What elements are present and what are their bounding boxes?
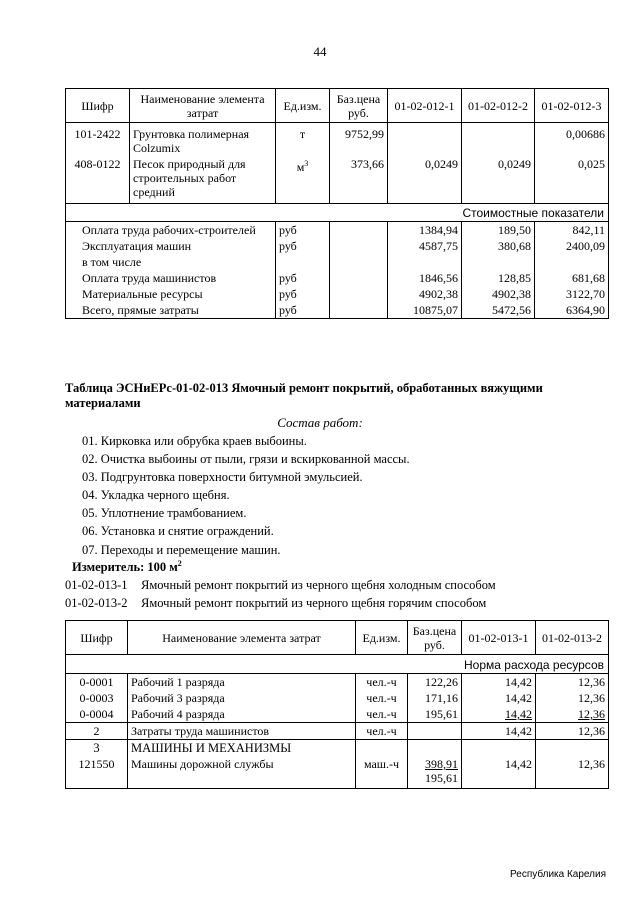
cell-value: 0,025 bbox=[535, 156, 609, 204]
header-col3: 01-02-012-3 bbox=[535, 89, 609, 123]
cell-unit bbox=[276, 156, 330, 204]
header-unit: Ед.изм. bbox=[276, 89, 330, 123]
cell-price bbox=[408, 756, 462, 788]
list-item: 03. Подгрунтовка поверхности битумной эмульсией. bbox=[82, 470, 363, 485]
cell-value bbox=[536, 740, 609, 757]
cell-price bbox=[330, 286, 388, 302]
header-name: Наименование элемента затрат bbox=[130, 89, 276, 123]
table-row bbox=[66, 740, 609, 757]
cell-name: Машины дорожной службы bbox=[128, 756, 356, 788]
footer-region: Республика Карелия bbox=[510, 869, 606, 880]
cell-unit: руб bbox=[276, 270, 330, 286]
cell-name: Рабочий 1 разряда bbox=[128, 674, 356, 691]
cell-price bbox=[330, 222, 388, 239]
cell-name: Рабочий 4 разряда bbox=[128, 706, 356, 723]
cell-value: 6364,90 bbox=[535, 302, 609, 319]
list-item: 07. Переходы и перемещение машин. bbox=[82, 542, 281, 557]
cell-name: Материальные ресурсы bbox=[66, 286, 276, 302]
cell-name: МАШИНЫ И МЕХАНИЗМЫ bbox=[128, 740, 356, 757]
cell-unit: руб bbox=[276, 222, 330, 239]
price-previous: 195,61 bbox=[425, 771, 458, 785]
header-col2: 01-02-013-2 bbox=[536, 621, 609, 655]
measure-superscript: 2 bbox=[177, 559, 182, 568]
cell-value bbox=[462, 740, 536, 757]
header-name: Наименование элемента затрат bbox=[128, 621, 356, 655]
cell-name: Песок природный для строительных работ средний bbox=[130, 156, 276, 204]
cell-price: 171,16 bbox=[408, 690, 462, 706]
header-col2: 01-02-012-2 bbox=[462, 89, 535, 123]
table-row bbox=[66, 690, 609, 706]
cell-price bbox=[408, 740, 462, 757]
measure-line bbox=[72, 559, 182, 575]
variant-line bbox=[65, 596, 486, 611]
cell-unit: руб bbox=[276, 302, 330, 319]
variant-code: 01-02-013-1 bbox=[65, 578, 128, 592]
cell-value: 2400,09 bbox=[535, 238, 609, 254]
cell-code: 101-2422 bbox=[66, 123, 130, 157]
cell-value: 12,36 bbox=[536, 674, 609, 691]
table-row bbox=[66, 123, 609, 157]
cell-value: 12,36 bbox=[536, 690, 609, 706]
cell-unit: маш.-ч bbox=[356, 756, 408, 788]
cell-price: 373,66 bbox=[330, 156, 388, 204]
measure-label: Измеритель: 100 м bbox=[72, 560, 178, 575]
variant-text: Ямочный ремонт покрытий из черного щебня холодным способом bbox=[141, 578, 496, 592]
list-item: 02. Очистка выбоины от пыли, грязи и вскиркованной массы. bbox=[82, 452, 410, 467]
cell-price: 9752,99 bbox=[330, 123, 388, 157]
cell-price bbox=[330, 254, 388, 270]
cell-unit: чел.-ч bbox=[356, 706, 408, 723]
cell-value: 12,36 bbox=[536, 706, 609, 723]
cell-value: 842,11 bbox=[535, 222, 609, 239]
cell-code: 408-0122 bbox=[66, 156, 130, 204]
cell-value: 14,42 bbox=[462, 690, 536, 706]
cell-unit: руб bbox=[276, 238, 330, 254]
header-price: Баз.цена руб. bbox=[408, 621, 462, 655]
cell-value: 128,85 bbox=[462, 270, 535, 286]
cell-unit: т bbox=[276, 123, 330, 157]
table-row bbox=[66, 756, 609, 788]
cell-name: Грунтовка полимерная Colzumix bbox=[130, 123, 276, 157]
list-item: 06. Установка и снятие ограждений. bbox=[82, 524, 274, 539]
cell-value bbox=[462, 254, 535, 270]
cell-value: 14,42 bbox=[462, 756, 536, 788]
cell-value: 10875,07 bbox=[388, 302, 462, 319]
cell-code: 0-0003 bbox=[66, 690, 128, 706]
table-row bbox=[66, 674, 609, 691]
list-item: 04. Укладка черного щебня. bbox=[82, 488, 230, 503]
cell-unit: чел.-ч bbox=[356, 674, 408, 691]
table-row bbox=[66, 286, 609, 302]
cell-unit: чел.-ч bbox=[356, 723, 408, 740]
cell-value: 189,50 bbox=[462, 222, 535, 239]
cell-name: в том числе bbox=[66, 254, 276, 270]
cell-value: 14,42 bbox=[462, 706, 536, 723]
cell-price bbox=[330, 238, 388, 254]
cell-price: 195,61 bbox=[408, 706, 462, 723]
table-row bbox=[66, 156, 609, 204]
cell-value bbox=[388, 123, 462, 157]
table-title: Таблица ЭСНиЕРс-01-02-013 Ямочный ремонт покрытий, обработанных вяжущими материалами bbox=[65, 381, 543, 410]
cell-value: 681,68 bbox=[535, 270, 609, 286]
cell-name: Затраты труда машинистов bbox=[128, 723, 356, 740]
table-row bbox=[66, 723, 609, 740]
cell-price bbox=[330, 270, 388, 286]
header-col1: 01-02-012-1 bbox=[388, 89, 462, 123]
resource-table-013 bbox=[65, 620, 609, 789]
variant-text: Ямочный ремонт покрытий из черного щебня горячим способом bbox=[141, 596, 487, 610]
cell-unit bbox=[276, 254, 330, 270]
cell-value bbox=[388, 254, 462, 270]
cell-value: 380,68 bbox=[462, 238, 535, 254]
cell-name: Оплата труда рабочих-строителей bbox=[66, 222, 276, 239]
cell-value: 0,0249 bbox=[388, 156, 462, 204]
cell-value: 14,42 bbox=[462, 723, 536, 740]
table-row bbox=[66, 270, 609, 286]
table-row bbox=[66, 254, 609, 270]
cell-name: Эксплуатация машин bbox=[66, 238, 276, 254]
header-code: Шифр bbox=[66, 89, 130, 123]
cell-value: 12,36 bbox=[536, 723, 609, 740]
cell-unit: чел.-ч bbox=[356, 690, 408, 706]
cell-code: 121550 bbox=[66, 756, 128, 788]
cell-code: 0-0004 bbox=[66, 706, 128, 723]
works-list bbox=[82, 432, 410, 559]
cell-value: 14,42 bbox=[462, 674, 536, 691]
cell-code: 3 bbox=[66, 740, 128, 757]
cell-value bbox=[535, 254, 609, 270]
variant-code: 01-02-013-2 bbox=[65, 596, 128, 610]
cell-unit bbox=[356, 740, 408, 757]
list-item: 01. Кирковка или обрубка краев выбоины. bbox=[82, 434, 307, 448]
cell-value: 1384,94 bbox=[388, 222, 462, 239]
cell-value: 4902,38 bbox=[388, 286, 462, 302]
table-row bbox=[66, 222, 609, 239]
works-title: Состав работ: bbox=[277, 415, 363, 430]
list-item: 05. Уплотнение трамбованием. bbox=[82, 506, 247, 521]
cell-price bbox=[408, 723, 462, 740]
cell-value: 12,36 bbox=[536, 756, 609, 788]
cell-price bbox=[330, 302, 388, 319]
cell-value: 5472,56 bbox=[462, 302, 535, 319]
section-note-row bbox=[66, 204, 609, 222]
price-current: 398,91 bbox=[425, 757, 458, 771]
cell-name: Рабочий 3 разряда bbox=[128, 690, 356, 706]
unit-text: м bbox=[296, 160, 305, 174]
page-number: 44 bbox=[313, 44, 327, 59]
cell-name: Оплата труда машинистов bbox=[66, 270, 276, 286]
section-note: Норма расхода ресурсов bbox=[66, 655, 609, 674]
section-note: Стоимостные показатели bbox=[66, 204, 609, 222]
cell-value: 0,0249 bbox=[462, 156, 535, 204]
cell-name: Всего, прямые затраты bbox=[66, 302, 276, 319]
cell-value: 4902,38 bbox=[462, 286, 535, 302]
cell-value: 1846,56 bbox=[388, 270, 462, 286]
header-unit: Ед.изм. bbox=[356, 621, 408, 655]
cell-code: 0-0001 bbox=[66, 674, 128, 691]
table-row bbox=[66, 706, 609, 723]
cell-value: 0,00686 bbox=[535, 123, 609, 157]
table-row bbox=[66, 302, 609, 319]
table-header-row bbox=[66, 621, 609, 655]
cell-value bbox=[462, 123, 535, 157]
variant-line bbox=[65, 578, 496, 593]
cell-price: 122,26 bbox=[408, 674, 462, 691]
cell-code: 2 bbox=[66, 723, 128, 740]
cell-value: 4587,75 bbox=[388, 238, 462, 254]
cell-value: 3122,70 bbox=[535, 286, 609, 302]
resource-table-012 bbox=[65, 88, 609, 319]
unit-superscript: 3 bbox=[304, 159, 309, 168]
header-price: Баз.цена руб. bbox=[330, 89, 388, 123]
table-row bbox=[66, 238, 609, 254]
header-code: Шифр bbox=[66, 621, 128, 655]
header-col1: 01-02-013-1 bbox=[462, 621, 536, 655]
section-note-row bbox=[66, 655, 609, 674]
cell-unit: руб bbox=[276, 286, 330, 302]
table-header-row bbox=[66, 89, 609, 123]
